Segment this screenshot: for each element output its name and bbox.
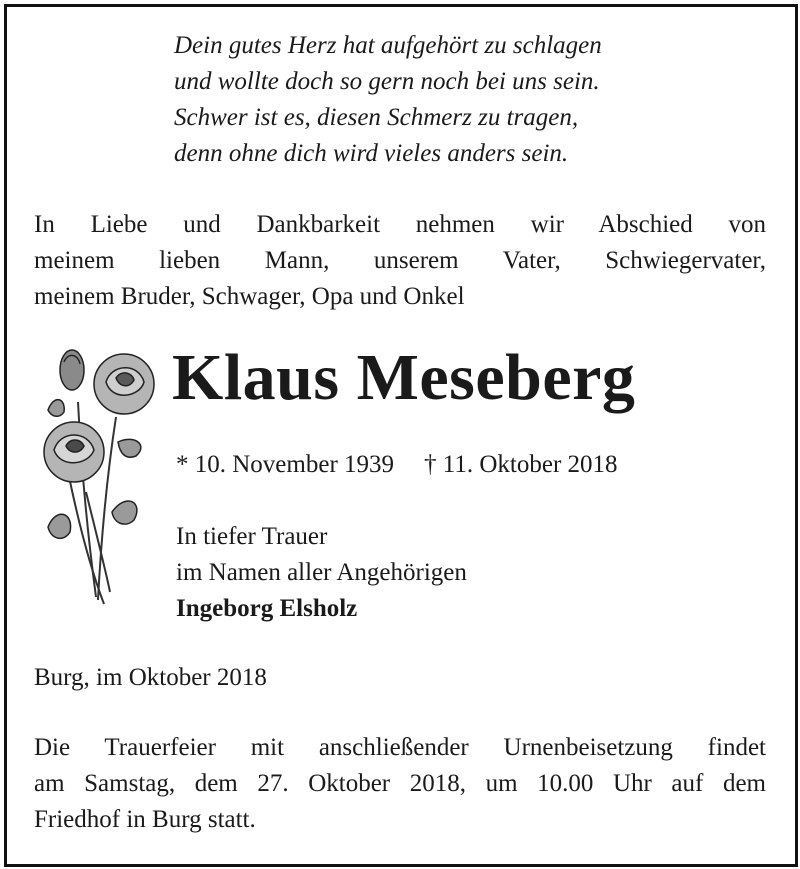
life-dates (176, 449, 618, 481)
farewell-line: meinem lieben Mann, unserem Vater, Schwiegervater, (34, 247, 766, 274)
mourning-line: In tiefer Trauer (176, 523, 328, 550)
farewell-line: meinem Bruder, Schwager, Opa und Onkel (34, 283, 465, 310)
mourning-signature (176, 519, 467, 627)
poem-line: Dein gutes Herz hat aufgehört zu schlagen (174, 32, 602, 59)
farewell-line: In Liebe und Dankbarkeit nehmen wir Abschied von (34, 211, 766, 238)
signer-name: Ingeborg Elsholz (176, 595, 358, 622)
funeral-line: Friedhof in Burg statt. (34, 806, 256, 833)
place-date: Burg, im Oktober 2018 (34, 664, 267, 691)
deceased-name: Klaus Meseberg (172, 341, 636, 414)
farewell-text (34, 207, 766, 315)
mourning-line: im Namen aller Angehörigen (176, 559, 467, 586)
poem-line: Schwer ist es, diesen Schmerz zu tragen, (174, 104, 579, 131)
funeral-info (34, 730, 766, 838)
roses-icon (26, 342, 176, 612)
birth-date: * 10. November 1939 (176, 451, 395, 478)
funeral-line: am Samstag, dem 27. Oktober 2018, um 10.00 Uhr auf dem (34, 770, 766, 797)
funeral-line: Die Trauerfeier mit anschließender Urnenbeisetzung findet (34, 734, 766, 761)
poem (174, 28, 602, 172)
poem-line: und wollte doch so gern noch bei uns sein. (174, 68, 600, 95)
death-date: † 11. Oktober 2018 (424, 451, 618, 478)
poem-line: denn ohne dich wird vieles anders sein. (174, 140, 569, 167)
